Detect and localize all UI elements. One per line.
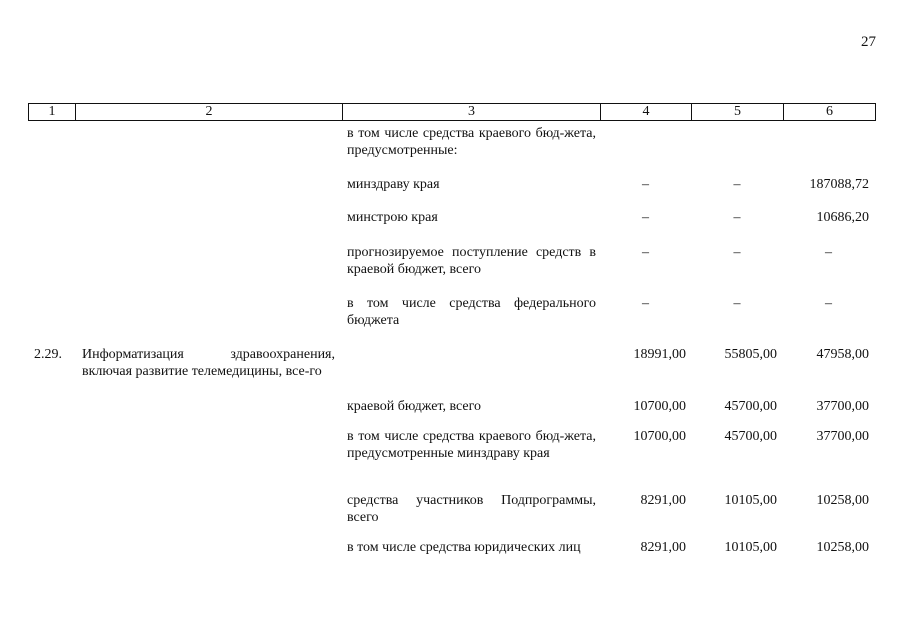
- header-col-1: 1: [29, 104, 76, 120]
- header-col-4: 4: [601, 104, 692, 120]
- value-col-4: 10700,00: [633, 399, 686, 414]
- item-name: Информатизация здравоохранения, включая развитие телемедицины, все-го: [82, 347, 335, 379]
- value-col-6: 10258,00: [816, 540, 869, 555]
- item-number: 2.29.: [34, 347, 62, 362]
- value-col-5: 10105,00: [724, 540, 777, 555]
- header-col-5: 5: [692, 104, 784, 120]
- funding-source: краевой бюджет, всего: [347, 399, 482, 414]
- value-col-5: –: [733, 245, 741, 260]
- funding-source: в том числе средства краевого бюд-жета, предусмотренные:: [347, 126, 596, 158]
- value-col-6: 10258,00: [816, 493, 869, 508]
- header-col-2: 2: [76, 104, 343, 120]
- value-col-5: 45700,00: [724, 399, 777, 414]
- value-col-4: –: [642, 296, 649, 311]
- value-col-6: 187088,72: [809, 177, 869, 192]
- table-header-row: [28, 103, 876, 121]
- funding-source: минздраву края: [347, 177, 440, 192]
- funding-source: средства участников Подпрограммы, всего: [347, 493, 596, 525]
- page-number: 27: [861, 34, 876, 50]
- value-col-5: 10105,00: [724, 493, 777, 508]
- value-col-6: 37700,00: [816, 429, 869, 444]
- value-col-4: 18991,00: [633, 347, 686, 362]
- value-col-6: –: [825, 245, 832, 260]
- funding-source: прогнозируемое поступление средств в краевой бюджет, всего: [347, 245, 596, 277]
- value-col-5: –: [733, 177, 741, 192]
- value-col-4: 10700,00: [633, 429, 686, 444]
- value-col-4: –: [642, 177, 649, 192]
- value-col-5: 45700,00: [724, 429, 777, 444]
- value-col-6: –: [825, 296, 832, 311]
- header-col-6: 6: [826, 104, 833, 119]
- header-col-3: 3: [343, 104, 601, 120]
- value-col-4: –: [642, 210, 649, 225]
- funding-source: в том числе средства юридических лиц: [347, 540, 581, 555]
- value-col-5: –: [733, 210, 741, 225]
- funding-source: в том числе средства федерального бюджета: [347, 296, 596, 328]
- funding-source: минстрою края: [347, 210, 438, 225]
- value-col-5: –: [733, 296, 741, 311]
- value-col-4: 8291,00: [640, 493, 686, 508]
- value-col-6: 37700,00: [816, 399, 869, 414]
- funding-source: в том числе средства краевого бюд-жета, предусмотренные минздраву края: [347, 429, 596, 461]
- value-col-5: 55805,00: [724, 347, 777, 362]
- value-col-4: –: [642, 245, 649, 260]
- value-col-4: 8291,00: [640, 540, 686, 555]
- value-col-6: 10686,20: [816, 210, 869, 225]
- value-col-6: 47958,00: [816, 347, 869, 362]
